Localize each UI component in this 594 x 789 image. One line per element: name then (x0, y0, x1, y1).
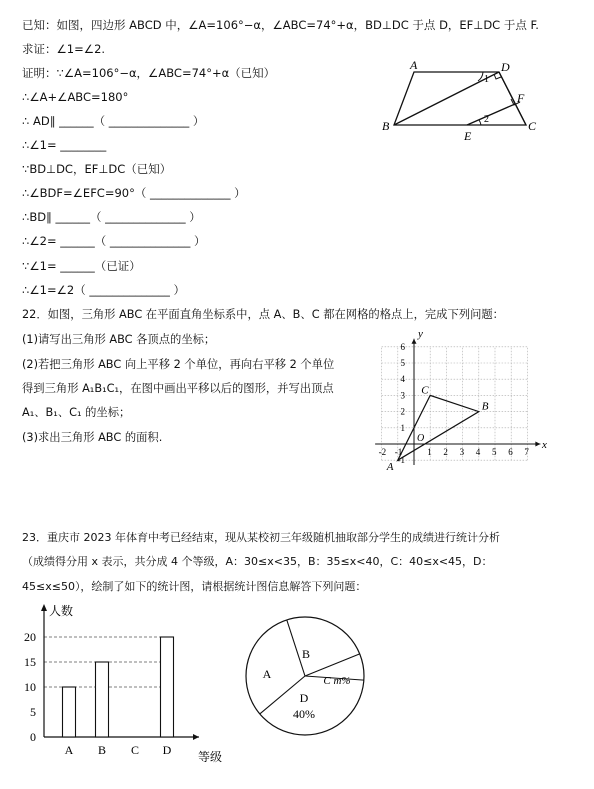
y-tick-label: 0 (30, 730, 36, 744)
p21-line-11: ∵∠1= ______（已证） (22, 259, 141, 273)
x-tick-label: D (162, 743, 172, 757)
p21-line-6: ∴∠1= ________ (22, 138, 107, 152)
bar-b (96, 662, 109, 737)
bar-d (161, 637, 174, 737)
x-tick-label: 5 (492, 447, 497, 457)
y-tick-label: 15 (24, 655, 36, 669)
p22-line-2: (1)请写出三角形 ABC 各顶点的坐标； (22, 333, 216, 346)
vertex-c-label: C (421, 384, 429, 397)
p23-line-3: 45≤x≤50），绘制了如下的统计图，请根据统计图信息解答下列问题： (22, 580, 367, 593)
quadrilateral-figure (380, 58, 550, 148)
origin-label: O (417, 433, 425, 444)
x-tick-label: 6 (508, 447, 513, 457)
p21-line-8: ∴∠BDF=∠EFC=90°（ ______________ ） (22, 186, 246, 200)
x-tick-label: 2 (443, 447, 448, 457)
y-axis-title: 人数 (49, 604, 74, 618)
p23-line-1: 23．重庆市 2023 年体育中考已经结束，现从某校初三年级随机抽取部分学生的成绩进行统计分析 (22, 531, 500, 544)
y-tick-label: 1 (400, 422, 405, 433)
point-b-label: B (382, 119, 390, 133)
point-d-label: D (501, 60, 510, 74)
bar-chart (14, 600, 224, 772)
point-c-label: C (528, 119, 537, 133)
y-tick-label: 3 (400, 390, 405, 401)
x-tick-label: -2 (378, 447, 387, 457)
pie-chart (242, 614, 368, 740)
x-tick-label: 4 (475, 447, 481, 457)
y-tick-label: 4 (400, 374, 405, 385)
vertex-a-label: A (386, 461, 394, 474)
x-tick-label: A (64, 743, 74, 757)
angle-1-label: 1 (484, 74, 489, 85)
y-tick-label: 5 (30, 705, 36, 719)
x-tick-label: 3 (459, 447, 465, 457)
vertex-b-label: B (481, 400, 489, 413)
slice-a-label: A (262, 667, 272, 681)
x-axis-arrow (193, 734, 199, 740)
p22-line-1: 22．如图，三角形 ABC 在平面直角坐标系中，点 A、B、C 都在网格的格点上，完成下列问题： (22, 308, 504, 321)
x-axis-arrow (535, 442, 540, 447)
bar-a (63, 687, 76, 737)
y-axis-arrow (412, 339, 417, 344)
x-tick-label: 1 (427, 447, 432, 457)
p21-line-5: ∴ AD∥ ______（ ______________ ） (22, 114, 205, 128)
y-tick-label: -1 (397, 455, 405, 466)
x-tick-label: C (130, 743, 140, 757)
p21-line-12: ∴∠1=∠2（ ______________ ） (22, 283, 186, 297)
p22-line-4: 得到三角形 A₁B₁C₁，在图中画出平移以后的图形，并写出顶点 (22, 382, 334, 395)
p22-line-6: (3)求出三角形 ABC 的面积. (22, 431, 163, 444)
x-tick-label: B (97, 743, 107, 757)
angle-2-label: 2 (484, 114, 489, 125)
y-tick-label: 10 (24, 680, 36, 694)
y-axis-label: y (418, 328, 423, 341)
y-tick-label: 6 (400, 341, 405, 352)
p21-line-10: ∴∠2= ______（ ______________ ） (22, 234, 206, 248)
x-tick-label: 7 (524, 447, 529, 457)
p21-line-7: ∵BD⊥DC，EF⊥DC（已知） (22, 162, 172, 176)
p22-line-3: (2)若把三角形 ABC 向上平移 2 个单位，再向右平移 2 个单位 (22, 358, 335, 371)
y-tick-label: 5 (400, 358, 405, 368)
p21-line-2: 求证：∠1=∠2. (22, 42, 106, 56)
y-tick-label: 2 (400, 406, 405, 417)
slice-d-percent: 40% (293, 707, 315, 721)
slice-c-label: C m% (323, 675, 351, 687)
p21-line-3: 证明：∵∠A=106°−α，∠ABC=74°+α（已知） (22, 66, 276, 80)
x-axis-title: 等级 (198, 750, 223, 764)
p21-line-4: ∴∠A+∠ABC=180° (22, 90, 129, 104)
y-axis-arrow (41, 604, 47, 611)
p21-line-1: 已知：如图，四边形 ABCD 中，∠A=106°−α，∠ABC=74°+α，BD⊥DC 于点 D，EF⊥DC 于点 F. (22, 18, 539, 32)
p23-line-2: （成绩得分用 x 表示，共分成 4 个等级，A：30≤x<35，B：35≤x<40，C：40≤x<45，D： (22, 555, 493, 568)
y-tick-label: 20 (24, 630, 36, 644)
point-f-label: F (517, 91, 525, 105)
p21-line-9: ∴BD∥ ______（ ______________ ） (22, 210, 201, 224)
p22-line-5: A₁、B₁、C₁ 的坐标； (22, 406, 131, 419)
point-e-label: E (464, 129, 472, 143)
x-axis-label: x (541, 439, 547, 451)
x-tick-label: -1 (394, 447, 403, 457)
slice-d-label: D (299, 691, 309, 705)
point-a-label: A (410, 58, 418, 72)
coordinate-grid (364, 328, 552, 484)
slice-b-label: B (301, 647, 311, 661)
